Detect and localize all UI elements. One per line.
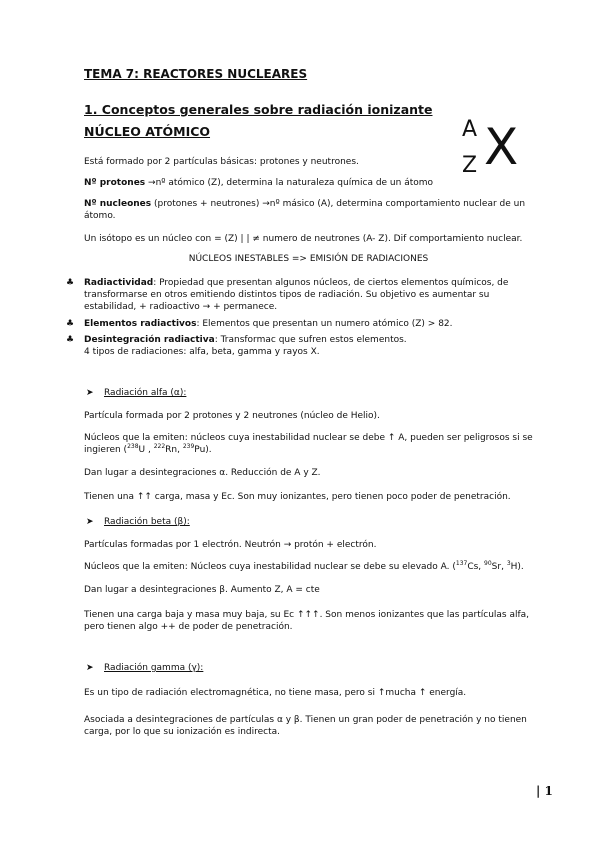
atomic-number-symbol: Z	[462, 153, 478, 178]
paragraph-line: carga, por lo que su ionización es indirecta.	[84, 727, 281, 737]
isotope-mass: 90	[484, 560, 492, 567]
term: Elementos radiactivos	[84, 319, 197, 329]
bullet-item-line: 4 tipos de radiaciones: alfa, beta, gamma y rayos X.	[84, 347, 320, 357]
arrowhead-bullet-icon: ➤	[86, 517, 94, 527]
paragraph: Núcleos que la emiten: núcleos cuya inestabilidad nuclear se debe ↑ A, pueden ser peligrosos si se	[84, 433, 533, 443]
paragraph: Partículas formadas por 1 electrón. Neutrón → protón + electrón.	[84, 540, 377, 550]
paragraph	[84, 198, 525, 210]
bullet-item-line: transformarse en otros emitiendo distintos tipos de radiación. Su objetivo es aumentar su	[84, 290, 490, 300]
arrowhead-bullet-icon: ➤	[86, 663, 94, 673]
text: ingieren (	[84, 445, 128, 455]
section-heading: 1. Conceptos generales sobre radiación ionizante	[84, 102, 433, 117]
term: Nº protones	[84, 178, 146, 188]
page-number: | 1	[536, 784, 553, 798]
definition: : Propiedad que presentan algunos núcleos, de ciertos elementos químicos, de	[153, 278, 509, 288]
definition: (protones + neutrones) →nº másico (A), determina comportamiento nuclear de un	[151, 199, 526, 209]
paragraph: Dan lugar a desintegraciones α. Reducción de A y Z.	[84, 468, 321, 478]
element-symbol: X	[484, 118, 519, 176]
paragraph: Tienen una carga baja y masa muy baja, su Ec ↑↑↑. Son menos ionizantes que las partículas alfa,	[84, 610, 530, 620]
radiation-heading-gamma: Radiación gamma (γ):	[104, 663, 204, 673]
paragraph	[84, 561, 524, 573]
radiation-heading-beta: Radiación beta (β):	[104, 517, 190, 527]
term: Radiactividad	[84, 278, 154, 288]
definition: : Elementos que presentan un numero atómico (Z) > 82.	[196, 319, 453, 329]
term: Nº nucleones	[84, 199, 152, 209]
isotope-mass: 238	[127, 443, 139, 450]
bullet-item-line: estabilidad, + radioactivo → + permanece.	[84, 302, 278, 312]
paragraph: Partícula formada por 2 protones y 2 neutrones (núcleo de Helio).	[84, 411, 380, 421]
paragraph: Tienen una ↑↑ carga, masa y Ec. Son muy ionizantes, pero tienen poco poder de penetración.	[84, 492, 511, 502]
nuclide-notation	[460, 119, 524, 183]
paragraph-line	[84, 444, 212, 456]
isotope-mass: 137	[455, 560, 468, 567]
club-bullet-icon: ♣	[66, 335, 75, 345]
text: Núcleos que la emiten: Núcleos cuya inestabilidad nuclear se debe su elevado A. (	[84, 562, 456, 572]
bullet-item	[84, 318, 453, 330]
radiation-heading-alfa: Radiación alfa (α):	[104, 388, 187, 398]
club-bullet-icon: ♣	[66, 319, 75, 329]
paragraph: Está formado por 2 partículas básicas: protones y neutrones.	[84, 157, 359, 167]
subsection-heading: NÚCLEO ATÓMICO	[84, 124, 211, 139]
term: Desintegración radiactiva	[84, 335, 215, 345]
paragraph-line: pero tienen algo ++ de poder de penetración.	[84, 622, 293, 632]
definition: →nº atómico (Z), determina la naturaleza química de un átomo	[145, 178, 434, 188]
isotope-mass: 3	[506, 560, 511, 567]
club-bullet-icon: ♣	[66, 278, 75, 288]
isotope-symbol: Rn,	[165, 445, 183, 455]
paragraph: Asociada a desintegraciones de partículas α y β. Tienen un gran poder de penetración y no tienen	[84, 715, 527, 725]
mass-number-symbol: A	[462, 117, 478, 142]
isotope-symbol: H).	[510, 562, 524, 572]
bullet-item	[84, 277, 508, 289]
arrowhead-bullet-icon: ➤	[86, 388, 94, 398]
paragraph: Es un tipo de radiación electromagnética, no tiene masa, pero si ↑mucha ↑ energía.	[84, 688, 467, 698]
isotope-mass: 239	[182, 443, 195, 450]
paragraph: Dan lugar a desintegraciones β. Aumento Z, A = cte	[84, 585, 320, 595]
definition: : Transformac que sufren estos elementos.	[214, 335, 407, 345]
bullet-item	[84, 334, 407, 346]
isotope-symbol: U ,	[138, 445, 154, 455]
isotope-symbol: Sr,	[491, 562, 507, 572]
isotope-symbol: Cs,	[467, 562, 485, 572]
paragraph: Un isótopo es un núcleo con = (Z) | | ≠ numero de neutrones (A- Z). Dif comportamiento nuclear.	[84, 234, 523, 244]
paragraph	[84, 177, 433, 189]
document-title: TEMA 7: REACTORES NUCLEARES	[84, 67, 308, 81]
paragraph-line: átomo.	[84, 211, 116, 221]
centered-statement: NÚCLEOS INESTABLES => EMISIÓN DE RADIACIONES	[188, 254, 429, 264]
isotope-symbol: Pu).	[194, 445, 212, 455]
isotope-mass: 222	[153, 443, 166, 450]
